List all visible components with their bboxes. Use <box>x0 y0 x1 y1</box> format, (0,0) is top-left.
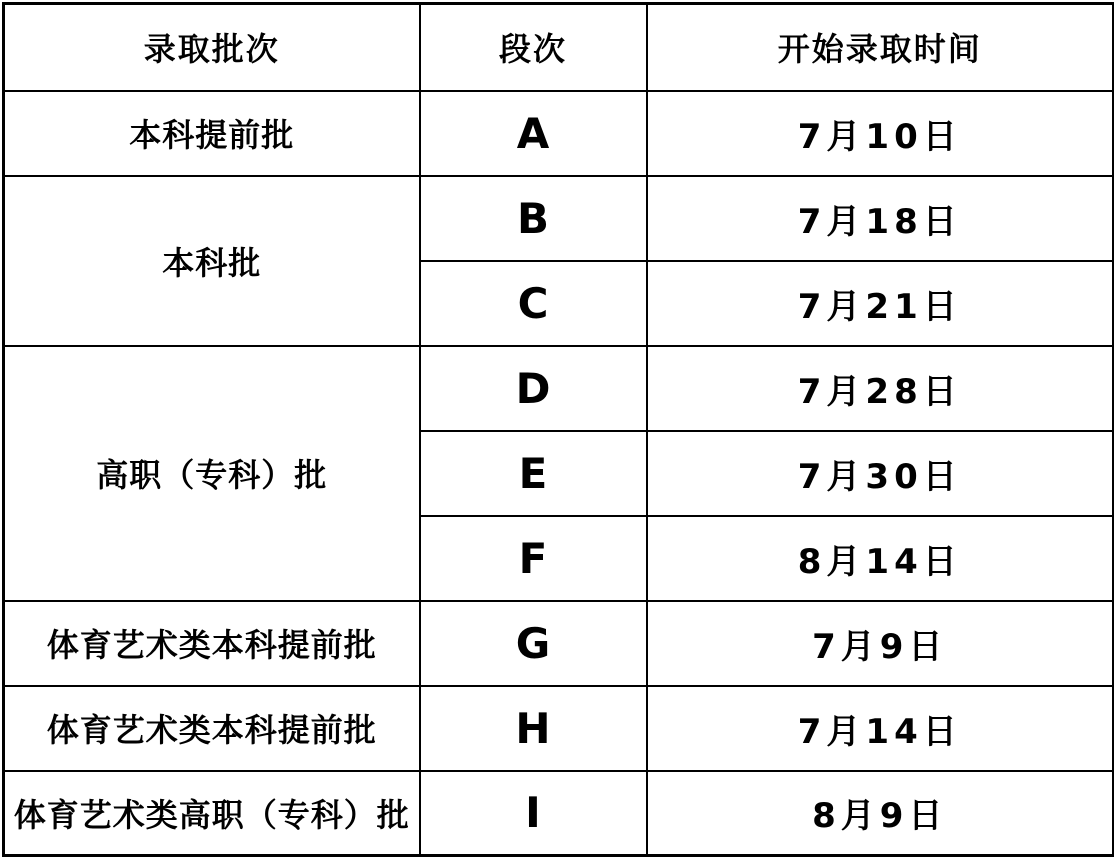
column-header-section: 段次 <box>420 4 647 91</box>
date-cell: 7月9日 <box>647 601 1114 686</box>
section-cell: G <box>420 601 647 686</box>
batch-cell: 体育艺术类高职（专科）批 <box>4 771 420 856</box>
date-cell: 7月10日 <box>647 91 1114 176</box>
batch-cell: 本科提前批 <box>4 91 420 176</box>
date-cell: 7月21日 <box>647 261 1114 346</box>
section-cell: E <box>420 431 647 516</box>
table-row-h <box>4 686 1114 771</box>
section-cell: D <box>420 346 647 431</box>
column-header-start-date: 开始录取时间 <box>647 4 1114 91</box>
batch-cell-merged: 高职（专科）批 <box>4 346 420 601</box>
table-row-d <box>4 346 1114 431</box>
batch-cell-merged: 本科批 <box>4 176 420 346</box>
table-row-i <box>4 771 1114 856</box>
date-cell: 7月14日 <box>647 686 1114 771</box>
admission-schedule-table <box>2 2 1114 857</box>
batch-cell: 体育艺术类本科提前批 <box>4 601 420 686</box>
table-row-g <box>4 601 1114 686</box>
section-cell: H <box>420 686 647 771</box>
table-row-b <box>4 176 1114 261</box>
section-cell: F <box>420 516 647 601</box>
section-cell: A <box>420 91 647 176</box>
date-cell: 7月28日 <box>647 346 1114 431</box>
date-cell: 8月9日 <box>647 771 1114 856</box>
section-cell: I <box>420 771 647 856</box>
date-cell: 7月30日 <box>647 431 1114 516</box>
table-header-row <box>4 4 1114 91</box>
batch-cell: 体育艺术类本科提前批 <box>4 686 420 771</box>
section-cell: C <box>420 261 647 346</box>
column-header-batch: 录取批次 <box>4 4 420 91</box>
date-cell: 8月14日 <box>647 516 1114 601</box>
section-cell: B <box>420 176 647 261</box>
table-row-a <box>4 91 1114 176</box>
date-cell: 7月18日 <box>647 176 1114 261</box>
